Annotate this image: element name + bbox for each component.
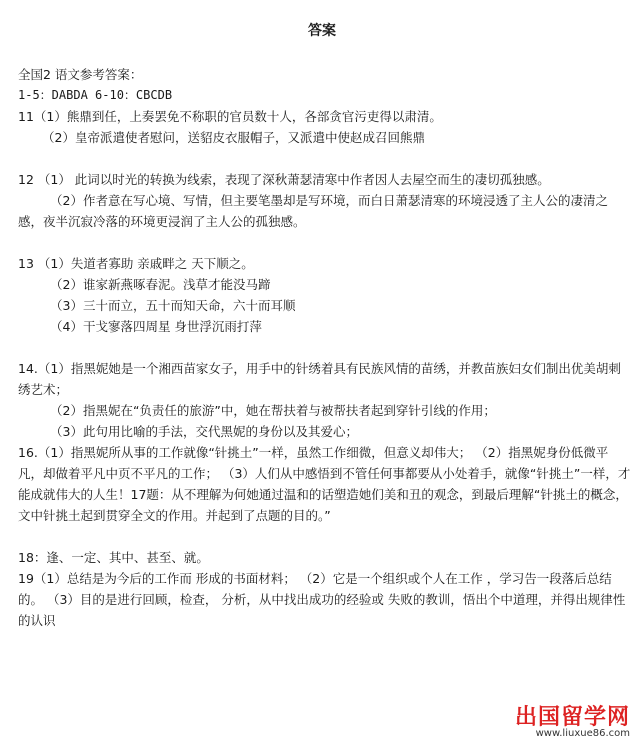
answer-header: 全国2 语文参考答案： bbox=[18, 67, 143, 82]
answer-q14-part3: （3）此句用比喻的手法，交代黑妮的身份以及其爱心； bbox=[50, 424, 358, 439]
answer-q11-part2: （2）皇帝派遣使者慰问，送貂皮衣服帽子，又派遣中使赵成召回熊鼎 bbox=[42, 130, 425, 145]
page-title: 答案 bbox=[308, 23, 336, 39]
site-watermark bbox=[496, 700, 634, 740]
answer-q18: 18：逢、一定、其中、甚至、就。 bbox=[18, 550, 209, 565]
answer-q19: 19（1）总结是为今后的工作而 形成的书面材料； （2）它是一个组织或个人在工作 ，学习告一段落后总结的。 （3）目的是进行回顾，检查， 分析，从中找出成功的经验或 失败的教训，悟出个中道理，并得出规律性的认识 bbox=[18, 571, 626, 628]
answer-q1-10: 1-5：DABDA 6-10：CBCDB bbox=[18, 88, 173, 102]
answer-q13-part2: （2）谁家新燕啄春泥。浅草才能没马蹄 bbox=[50, 277, 271, 292]
answer-q14-part2: （2）指黑妮在“负责任的旅游”中，她在帮扶着与被帮扶者起到穿针引线的作用； bbox=[50, 403, 496, 418]
answer-q13-part4: （4）干戈寥落四周星 身世浮沉雨打萍 bbox=[50, 319, 262, 334]
answer-q13-part3: （3）三十而立，五十而知天命，六十而耳顺 bbox=[50, 298, 296, 313]
watermark-url: www.liuxue86.com bbox=[535, 728, 630, 739]
answer-content bbox=[18, 64, 632, 631]
answer-q16-q17: 16.（1）指黑妮所从事的工作就像“针挑土”一样，虽然工作细微，但意义却伟大； （2）指黑妮身份低微平凡，却做着平凡中页不平凡的工作； （3）人们从中感悟到不管任何事都要从小处着手，就像“针挑土”一样，才能成就伟大的人生！17题：从不理解为何她通过温和的话塑造她们美和丑的观念，到最后理解“针挑土的概念，文中针挑土起到贯穿全文的作用。并起到了点题的目的。” bbox=[18, 445, 631, 523]
watermark-logo-text: 出国留学网 bbox=[514, 705, 630, 730]
answer-q11-part1: 11（1）熊鼎到任，上奏罢免不称职的官员数十人，各部贪官污吏得以肃清。 bbox=[18, 109, 442, 124]
answer-q12-part2: （2）作者意在写心境、写情，但主要笔墨却是写环境，而白日萧瑟清寒的环境浸透了主人公的凄清之感，夜半沉寂冷落的环境更浸润了主人公的孤独感。 bbox=[18, 193, 608, 229]
answer-q13-part1: 13 （1）失道者寡助 亲戚畔之 天下顺之。 bbox=[18, 256, 254, 271]
answer-q12-part1: 12 （1） 此词以时光的转换为线索，表现了深秋萧瑟清寒中作者因人去屋空而生的凄切孤独感。 bbox=[18, 172, 550, 187]
answer-q14-part1: 14.（1）指黑妮她是一个湘西苗家女子，用手中的针绣着具有民族风情的苗绣，并教苗族妇女们制出优美胡刺绣艺术； bbox=[18, 361, 621, 397]
